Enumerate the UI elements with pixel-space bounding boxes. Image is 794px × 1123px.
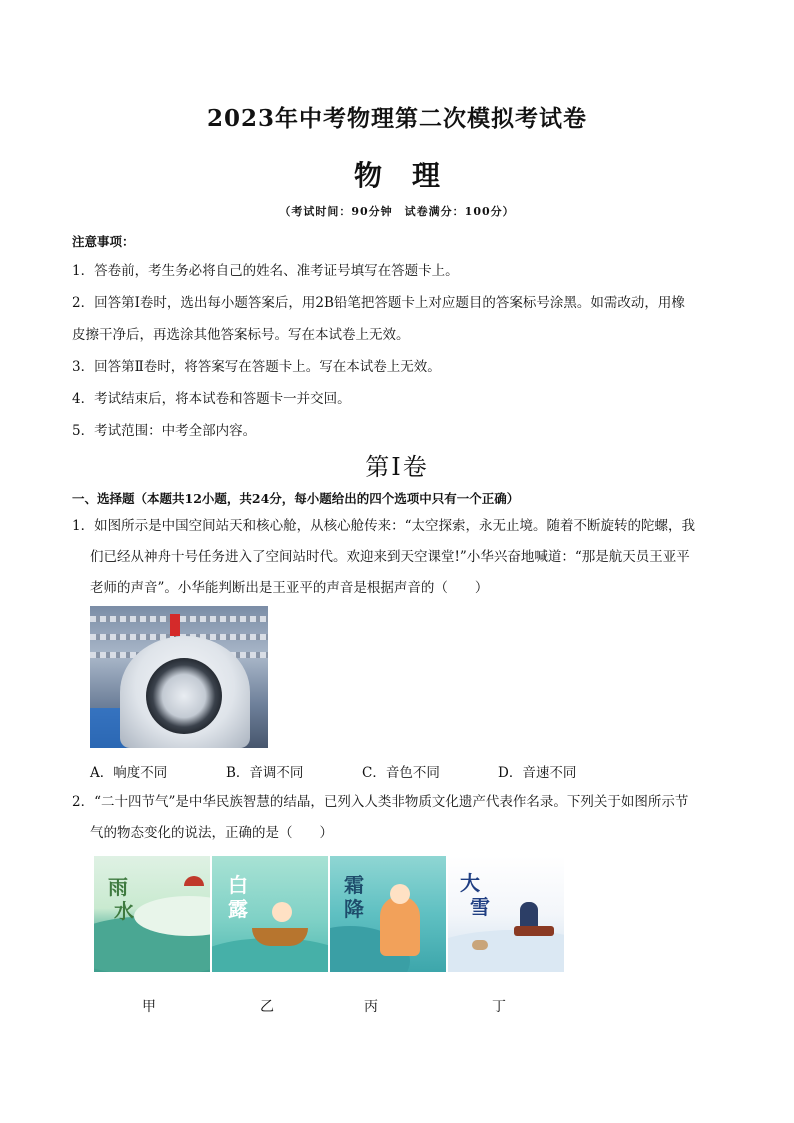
- notice-item-3: 3．回答第Ⅱ卷时，将答案写在答题卡上。写在本试卷上无效。: [72, 359, 441, 375]
- tile-label-yi: 乙: [260, 999, 274, 1015]
- solar-term-tile-yushui: [94, 856, 210, 972]
- q1-line-3: 老师的声音”。小华能判断出是王亚平的声音是根据声音的（ ）: [90, 580, 489, 596]
- q1-option-a: A．响度不同: [90, 765, 168, 781]
- notice-item-4: 4．考试结束后，将本试卷和答题卡一并交回。: [72, 391, 351, 407]
- tile-char: 雨: [108, 875, 128, 899]
- tile-char: 露: [228, 897, 248, 921]
- notice-item-1: 1．答卷前，考生务必将自己的姓名、准考证号填写在答题卡上。: [72, 263, 459, 279]
- page-title: 2023年中考物理第二次模拟考试卷: [206, 105, 587, 132]
- solar-term-tile-shuangjiang: [330, 856, 446, 972]
- notice-item-2-cont: 皮擦干净后，再选涂其他答案标号。写在本试卷上无效。: [72, 327, 410, 343]
- exam-time-info: （考试时间：90分钟 试卷满分：100分）: [279, 205, 515, 218]
- q1-option-c: C．音色不同: [362, 765, 440, 781]
- notice-item-5: 5．考试范围：中考全部内容。: [72, 423, 257, 439]
- section-title: 第Ⅰ卷: [365, 453, 429, 481]
- q2-line-2: 气的物态变化的说法，正确的是（ ）: [90, 825, 333, 841]
- tile-label-jia: 甲: [142, 999, 156, 1015]
- q2-line-1: 2．“二十四节气”是中华民族智慧的结晶，已列入人类非物质文化遗产代表作名录。下列关于如图所示节: [72, 794, 689, 810]
- q1-option-d: D．音速不同: [498, 765, 577, 781]
- tile-char: 大: [460, 871, 480, 895]
- space-station-photo: [90, 606, 268, 748]
- notice-heading: 注意事项：: [72, 234, 135, 249]
- tile-char: 雪: [470, 895, 490, 919]
- tile-label-bing: 丙: [364, 999, 378, 1015]
- tile-char: 降: [344, 897, 364, 921]
- solar-term-tile-daxue: [448, 856, 564, 972]
- q1-option-b: B．音调不同: [226, 765, 304, 781]
- q1-line-1: 1．如图所示是中国空间站天和核心舱，从核心舱传来：“太空探索，永无止境。随着不断旋转的陀螺，我: [72, 518, 695, 534]
- solar-term-tile-bailu: [212, 856, 328, 972]
- tile-char: 水: [114, 899, 134, 923]
- tile-label-ding: 丁: [492, 999, 506, 1015]
- q1-line-2: 们已经从神舟十号任务进入了空间站时代。欢迎来到天空课堂!”小华兴奋地喊道：“那是航天员王亚平: [90, 549, 690, 565]
- tile-char: 白: [228, 873, 248, 897]
- notice-item-2: 2．回答第Ⅰ卷时，选出每小题答案后，用2B铅笔把答题卡上对应题目的答案标号涂黑。如需改动，用橡: [72, 295, 685, 311]
- subject-title: 物理: [353, 159, 470, 192]
- tile-char: 霜: [344, 873, 364, 897]
- section-heading: 一、选择题（本题共12小题，共24分，每小题给出的四个选项中只有一个正确）: [72, 491, 520, 506]
